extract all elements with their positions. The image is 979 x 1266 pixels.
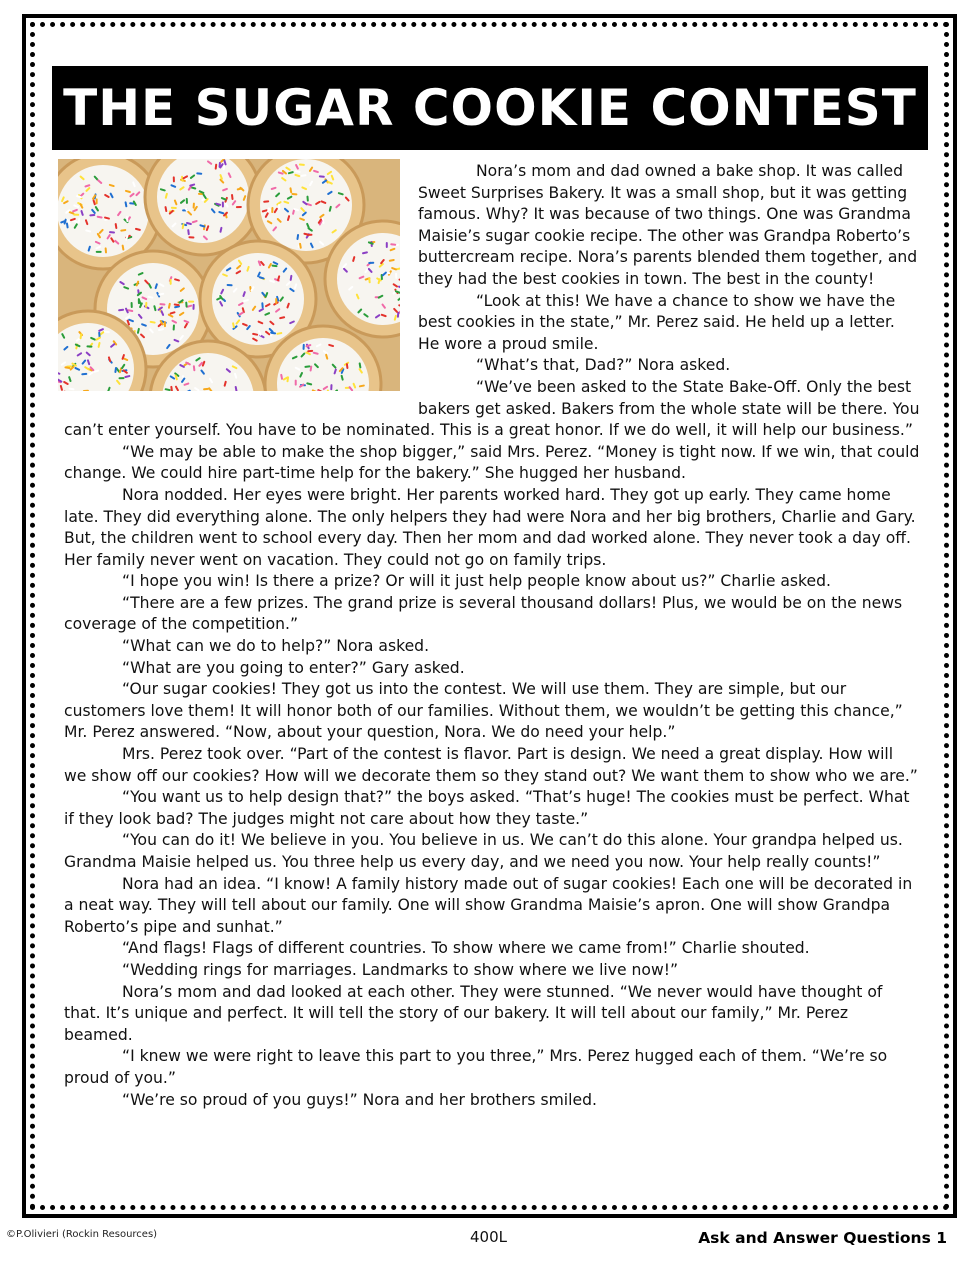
- series-label: Ask and Answer Questions 1: [698, 1229, 947, 1247]
- paragraph: “There are a few prizes. The grand prize is several thousand dollars! Plus, we would be on the news coverage of the competition.”: [64, 593, 903, 634]
- paragraph: Nora had an idea. “I know! A family history made out of sugar cookies! Each one will be decorated in a neat way. They will tell about our family. One will show Grandma Maisie’s apron. One will show Grandpa Roberto’s pipe and sunhat.”: [64, 874, 913, 936]
- paragraph: “We’ve been asked to the State Bake-Off. Only the best bakers get asked. Bakers from the whole state will be there. You can’t enter yourself. You have to be nominated. This is a great honor. If we do well, it will help our business.”: [64, 377, 920, 440]
- paragraph: “What are you going to enter?” Gary asked.: [122, 658, 465, 677]
- paragraph: “Wedding rings for marriages. Landmarks to show where we live now!”: [122, 960, 679, 979]
- paragraph: Nora’s mom and dad looked at each other. They were stunned. “We never would have thought of that. It’s unique and perfect. It will tell the story of our bakery. It will tell about our family,” Mr. Perez beamed.: [64, 982, 883, 1044]
- paragraph: “You want us to help design that?” the boys asked. “That’s huge! The cookies must be perfect. What if they look bad? The judges might not care about how they taste.”: [64, 788, 910, 828]
- paragraph: “What’s that, Dad?” Nora asked.: [476, 356, 731, 375]
- paragraph: “We may be able to make the shop bigger,” said Mrs. Perez. “Money is tight now. If we win, that could change. We could hire part-time help for the bakery.” She hugged her husband.: [64, 442, 920, 483]
- paragraph: “Look at this! We have a chance to show we have the best cookies in the state,” Mr. Perez said. He held up a letter. He wore a proud smile.: [418, 291, 896, 353]
- story-text: [64, 161, 920, 1111]
- title-banner: [52, 66, 928, 150]
- page-title: THE SUGAR COOKIE CONTEST: [63, 79, 917, 137]
- paragraph: “You can do it! We believe in you. You believe in us. We can’t do this alone. Your grandpa helped us. Grandma Maisie helped us. You three help us every day, and we need you now. Your help really counts!”: [64, 831, 903, 871]
- paragraph: “I knew we were right to leave this part to you three,” Mrs. Perez hugged each of them. “We’re so proud of you.”: [64, 1047, 888, 1087]
- paragraph: “What can we do to help?” Nora asked.: [122, 637, 430, 656]
- paragraph: “I hope you win! Is there a prize? Or will it just help people know about us?” Charlie asked.: [122, 572, 831, 591]
- paragraph: Nora’s mom and dad owned a bake shop. It was called Sweet Surprises Bakery. It was a small shop, but it was getting famous. Why? It was because of two things. One was Grandma Maisie’s sugar cookie recipe. The other was Grandpa Roberto’s buttercream recipe. Nora’s parents blended them together, and they had the best cookies in town. The best in the county!: [418, 162, 918, 288]
- paragraph: Nora nodded. Her eyes were bright. Her parents worked hard. They got up early. They came home late. They did everything alone. The only helpers they had were Nora and her big brothers, Charlie and Gary. But, the children went to school every day. Then her mom and dad worked alone. They never took a day off. Her family never went on vacation. They could not go on family trips.: [64, 485, 916, 569]
- copyright-text: ©P.Olivieri (Rockin Resources): [6, 1229, 158, 1240]
- paragraph: “Our sugar cookies! They got us into the contest. We will use them. They are simple, but our customers love them! It will honor both of our families. Without them, we wouldn’t be getting this chance,” Mr. Perez answered. “Now, about your question, Nora. We do need your help.”: [64, 680, 903, 742]
- paragraph: Mrs. Perez took over. “Part of the contest is flavor. Part is design. We need a great display. How will we show off our cookies? How will we decorate them so they stand out? We want them to show who we are.”: [64, 745, 918, 785]
- lexile-level: 400L: [470, 1228, 507, 1246]
- paragraph: “We’re so proud of you guys!” Nora and her brothers smiled.: [122, 1090, 597, 1109]
- paragraph: “And flags! Flags of different countries. To show where we came from!” Charlie shouted.: [122, 939, 810, 958]
